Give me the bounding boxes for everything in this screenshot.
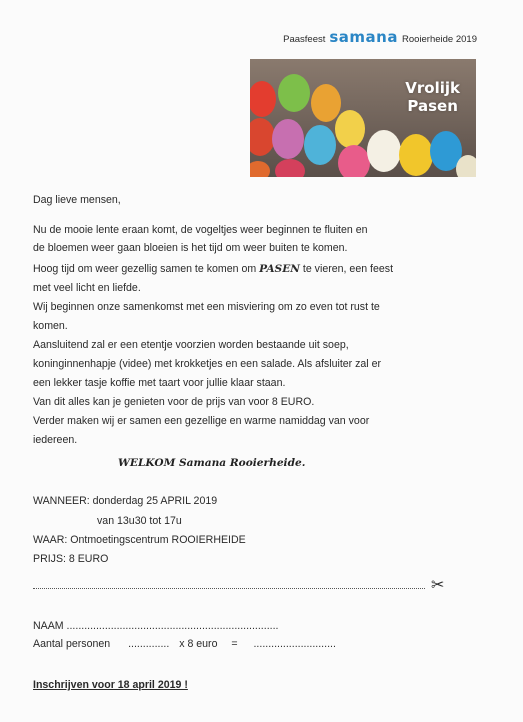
persons-count-field[interactable]: .............. [128, 638, 170, 650]
paragraph-3-line-1: Wij beginnen onze samenkomst met een misviering om zo even tot rust te [33, 301, 380, 313]
persons-label: Aantal personen [33, 638, 111, 650]
paragraph-1-line-2: de bloemen weer gaan bloeien is het tijd om weer buiten te komen. [33, 242, 348, 254]
paragraph-2-text-a: Hoog tijd om weer gezellig samen te komen om [33, 263, 257, 275]
paragraph-5: Van dit alles kan je genieten voor de prijs van voor 8 EURO. [33, 396, 315, 408]
paragraph-2-line-1 [33, 260, 393, 278]
time-line: van 13u30 tot 17u [97, 515, 182, 527]
salutation: Dag lieve mensen, [33, 194, 121, 206]
persons-row [33, 635, 336, 653]
easter-eggs-illustration [250, 59, 476, 177]
header-suffix: Rooierheide 2019 [401, 33, 477, 45]
greeting-line-1: Vrolijk [405, 79, 460, 97]
scissors-icon: ✂ [431, 575, 445, 594]
paragraph-2-text-b: te vieren, een feest [302, 263, 394, 275]
paragraph-6-line-2: iedereen. [33, 434, 78, 446]
paragraph-4-line-2: koninginnenhapje (videe) met krokketjes en een salade. Als afsluiter zal er [33, 358, 382, 370]
total-field[interactable]: ............................ [253, 638, 336, 650]
paragraph-4-line-3: een lekker tasje koffie met taart voor jullie klaar staan. [33, 377, 286, 389]
welcome-line: WELKOM Samana Rooierheide. [118, 457, 306, 469]
paragraph-4-line-1: Aansluitend zal er een etentje voorzien worden bestaande uit soep, [33, 339, 349, 351]
greeting-line-2: Pasen [407, 97, 458, 115]
where-line: WAAR: Ontmoetingscentrum ROOIERHEIDE [33, 534, 246, 546]
paragraph-6-line-1: Verder maken wij er samen een gezellige en warme namiddag van voor [33, 415, 370, 427]
easter-eggs-image [250, 59, 476, 177]
equals-sign: = [231, 638, 238, 650]
pasen-emphasis: PASEN [259, 263, 300, 275]
registration-deadline: Inschrijven voor 18 april 2019 ! [33, 679, 188, 691]
cut-line [33, 588, 425, 589]
paragraph-2-line-2: met veel licht en liefde. [33, 282, 141, 294]
when-line: WANNEER: donderdag 25 APRIL 2019 [33, 495, 218, 507]
samana-logo: samana [329, 28, 398, 46]
paragraph-1-line-1: Nu de mooie lente eraan komt, de vogeltjes weer beginnen te fluiten en [33, 224, 368, 236]
header-prefix: Paasfeest [283, 33, 326, 45]
price-multiplier: x 8 euro [179, 638, 218, 650]
header [283, 30, 477, 48]
name-field[interactable]: NAAM ........................................................................ [33, 620, 279, 632]
easter-greeting [405, 79, 460, 115]
price-line: PRIJS: 8 EURO [33, 553, 109, 565]
paragraph-3-line-2: komen. [33, 320, 68, 332]
